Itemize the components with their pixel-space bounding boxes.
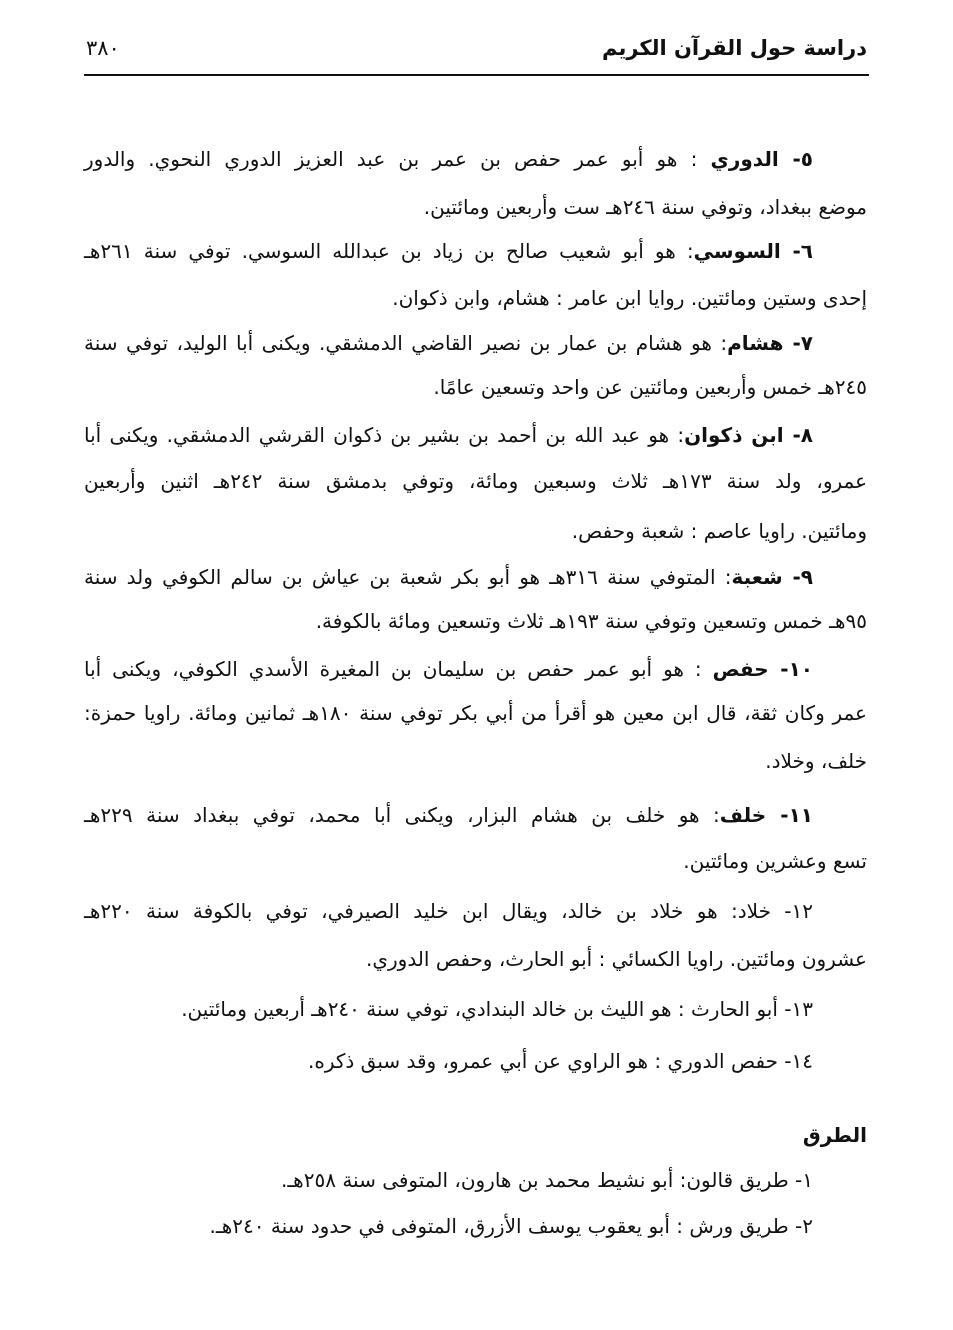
line-text: : هو أبو شعيب صالح بن زياد بن عبدالله السوسي. توفي سنة ٢٦١هـ bbox=[84, 239, 694, 263]
item-5-line-1 bbox=[84, 144, 813, 174]
item-10-line-1 bbox=[84, 654, 813, 684]
item-8-line-2: عمرو، ولد سنة ١٧٣هـ ثلاث وسبعين ومائة، وتوفي بدمشق سنة ٢٤٢هـ اثنين وأربعين bbox=[84, 469, 868, 493]
page-number: ٣٨٠ bbox=[86, 36, 120, 60]
line-text: : هو خلف بن هشام البزار، ويكنى أبا محمد، توفي ببغداد سنة ٢٢٩هـ bbox=[84, 803, 720, 827]
item-12-line-1: ١٢- خلاد: هو خلاد بن خالد، ويقال ابن خليد الصيرفي، توفي بالكوفة سنة ٢٢٠هـ bbox=[84, 899, 813, 923]
item-9-line-2: ٩٥هـ خمس وتسعين وتوفي سنة ١٩٣هـ ثلاث وتسعين ومائة بالكوفة. bbox=[315, 609, 867, 633]
section-heading: الطرق bbox=[802, 1123, 867, 1147]
line-text: : هو أبو عمر حفص بن عمر بن عبد العزيز الدوري النحوي. والدور bbox=[84, 147, 711, 171]
item-7-line-2: ٢٤٥هـ خمس وأربعين ومائتين عن واحد وتسعين عامًا. bbox=[433, 375, 867, 399]
item-10-line-2: عمر وكان ثقة، قال ابن معين هو أقرأ من أبي بكر توفي سنة ١٨٠هـ ثمانين ومائة. راويا حمزة: bbox=[84, 701, 867, 725]
route-2: ٢- طريق ورش : أبو يعقوب يوسف الأزرق، المتوفى في حدود سنة ٢٤٠هـ. bbox=[209, 1214, 813, 1238]
item-14-line-1: ١٤- حفص الدوري : هو الراوي عن أبي عمرو، وقد سبق ذكره. bbox=[308, 1049, 813, 1073]
running-title: دراسة حول القرآن الكريم bbox=[601, 36, 867, 60]
item-label: ١١- خلف bbox=[719, 803, 813, 827]
header-rule bbox=[84, 74, 869, 76]
item-11-line-2: تسع وعشرين ومائتين. bbox=[683, 849, 867, 873]
item-label: ٨- ابن ذكوان bbox=[684, 423, 813, 447]
line-text: : هو هشام بن عمار بن نصير القاضي الدمشقي. ويكنى أبا الوليد، توفي سنة bbox=[84, 331, 728, 355]
item-label: ٥- الدوري bbox=[710, 147, 813, 171]
item-10-line-3: خلف، وخلاد. bbox=[765, 749, 867, 773]
item-label: ٦- السوسي bbox=[693, 239, 814, 263]
item-11-line-1 bbox=[84, 800, 813, 830]
item-8-line-1 bbox=[84, 420, 813, 450]
running-header bbox=[86, 34, 867, 70]
item-6-line-2: إحدى وستين ومائتين. روايا ابن عامر : هشام، وابن ذكوان. bbox=[392, 286, 867, 310]
line-text: : هو أبو عمر حفص بن سليمان بن المغيرة الأسدي الكوفي، ويكنى أبا bbox=[84, 657, 713, 681]
item-label: ٧- هشام bbox=[727, 331, 813, 355]
item-13-line-1: ١٣- أبو الحارث : هو الليث بن خالد البندادي، توفي سنة ٢٤٠هـ أربعين ومائتين. bbox=[181, 997, 813, 1021]
route-1: ١- طريق قالون: أبو نشيط محمد بن هارون، المتوفى سنة ٢٥٨هـ. bbox=[280, 1168, 813, 1192]
item-12-line-2: عشرون ومائتين. راويا الكسائي : أبو الحارث، وحفص الدوري. bbox=[365, 947, 867, 971]
line-text: : هو عبد الله بن أحمد بن بشير بن ذكوان القرشي الدمشقي. ويكنى أبا bbox=[84, 423, 685, 447]
item-label: ١٠- حفص bbox=[712, 657, 813, 681]
item-9-line-1 bbox=[84, 562, 813, 592]
item-6-line-1 bbox=[84, 236, 813, 266]
item-8-line-3: ومائتين. راويا عاصم : شعبة وحفص. bbox=[571, 519, 867, 543]
item-7-line-1 bbox=[84, 328, 813, 358]
line-text: : المتوفي سنة ٣١٦هـ هو أبو بكر شعبة بن عياش بن سالم الكوفي ولد سنة bbox=[84, 565, 732, 589]
item-label: ٩- شعبة bbox=[731, 565, 814, 589]
item-5-line-2: موضع ببغداد، وتوفي سنة ٢٤٦هـ ست وأربعين ومائتين. bbox=[423, 195, 867, 219]
